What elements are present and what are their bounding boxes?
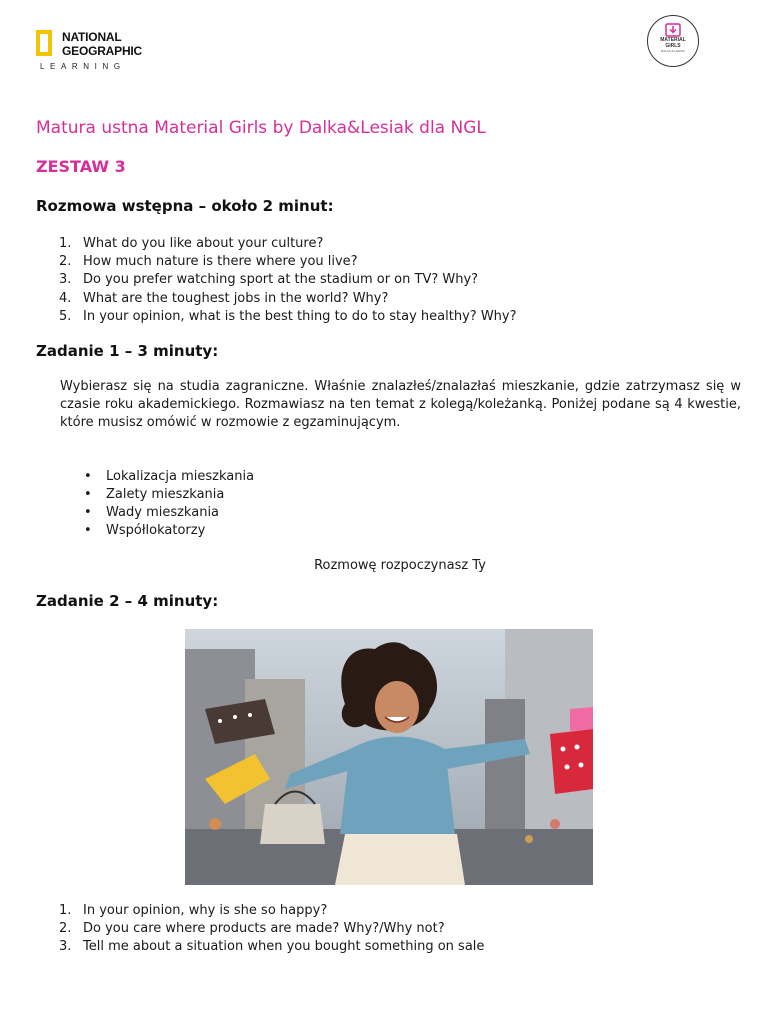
badge-line-3: DALKA & LESIAK xyxy=(661,49,685,53)
badge-line-1: MATERIAL xyxy=(660,37,686,43)
badge-line-2: GIRLS xyxy=(665,43,681,49)
list-item: • Zalety mieszkania xyxy=(84,487,225,502)
photo-question-list xyxy=(59,902,484,957)
list-item: 1. What do you like about your culture? xyxy=(59,236,324,251)
national-geographic-logo xyxy=(36,30,146,74)
section-3-heading: Zadanie 2 – 4 minuty: xyxy=(36,592,219,610)
list-item: • Współlokatorzy xyxy=(84,523,206,538)
list-item: 2. How much nature is there where you live? xyxy=(59,254,358,270)
section-1-heading: Rozmowa wstępna – około 2 minut: xyxy=(36,197,334,215)
document-title: Matura ustna Material Girls by Dalka&Lesiak dla NGL xyxy=(36,118,486,138)
task-1-instructions: Wybierasz się na studia zagraniczne. Właśnie znalazłeś/znalazłaś mieszkanie, gdzie zatrzymasz się w czasie roku akademickiego. Rozmawiasz na ten temat z kolegą/koleżanką. Poniżej podane są 4 kwestie, które musisz omówić w rozmowie z egzaminującym. xyxy=(60,379,741,430)
list-item: • Wady mieszkania xyxy=(84,505,220,520)
task-1-topics xyxy=(84,468,254,540)
logo-sub-text: LEARNING xyxy=(40,62,126,71)
list-item: • Lokalizacja mieszkania xyxy=(84,469,255,484)
download-icon xyxy=(665,23,681,37)
list-item: 3. Do you prefer watching sport at the stadium or on TV? Why? xyxy=(59,272,479,288)
list-item: 5. In your opinion, what is the best thing to do to stay healthy? Why? xyxy=(59,308,517,324)
section-2-heading: Zadanie 1 – 3 minuty: xyxy=(36,342,219,360)
list-item: 1. In your opinion, why is she so happy? xyxy=(59,903,328,918)
material-girls-badge xyxy=(647,15,699,67)
yellow-frame-icon xyxy=(36,30,52,56)
set-label: ZESTAW 3 xyxy=(36,157,126,176)
shopping-woman-photo xyxy=(185,629,593,885)
task-1-note: Rozmowę rozpoczynasz Ty xyxy=(314,558,486,573)
logo-brand-text: NATIONAL GEOGRAPHIC xyxy=(62,30,143,58)
list-item: 3. Tell me about a situation when you bought something on sale xyxy=(59,939,485,955)
list-item: 4. What are the toughest jobs in the world? Why? xyxy=(59,290,389,306)
warmup-question-list xyxy=(59,235,517,326)
list-item: 2. Do you care where products are made? Why?/Why not? xyxy=(59,921,445,937)
